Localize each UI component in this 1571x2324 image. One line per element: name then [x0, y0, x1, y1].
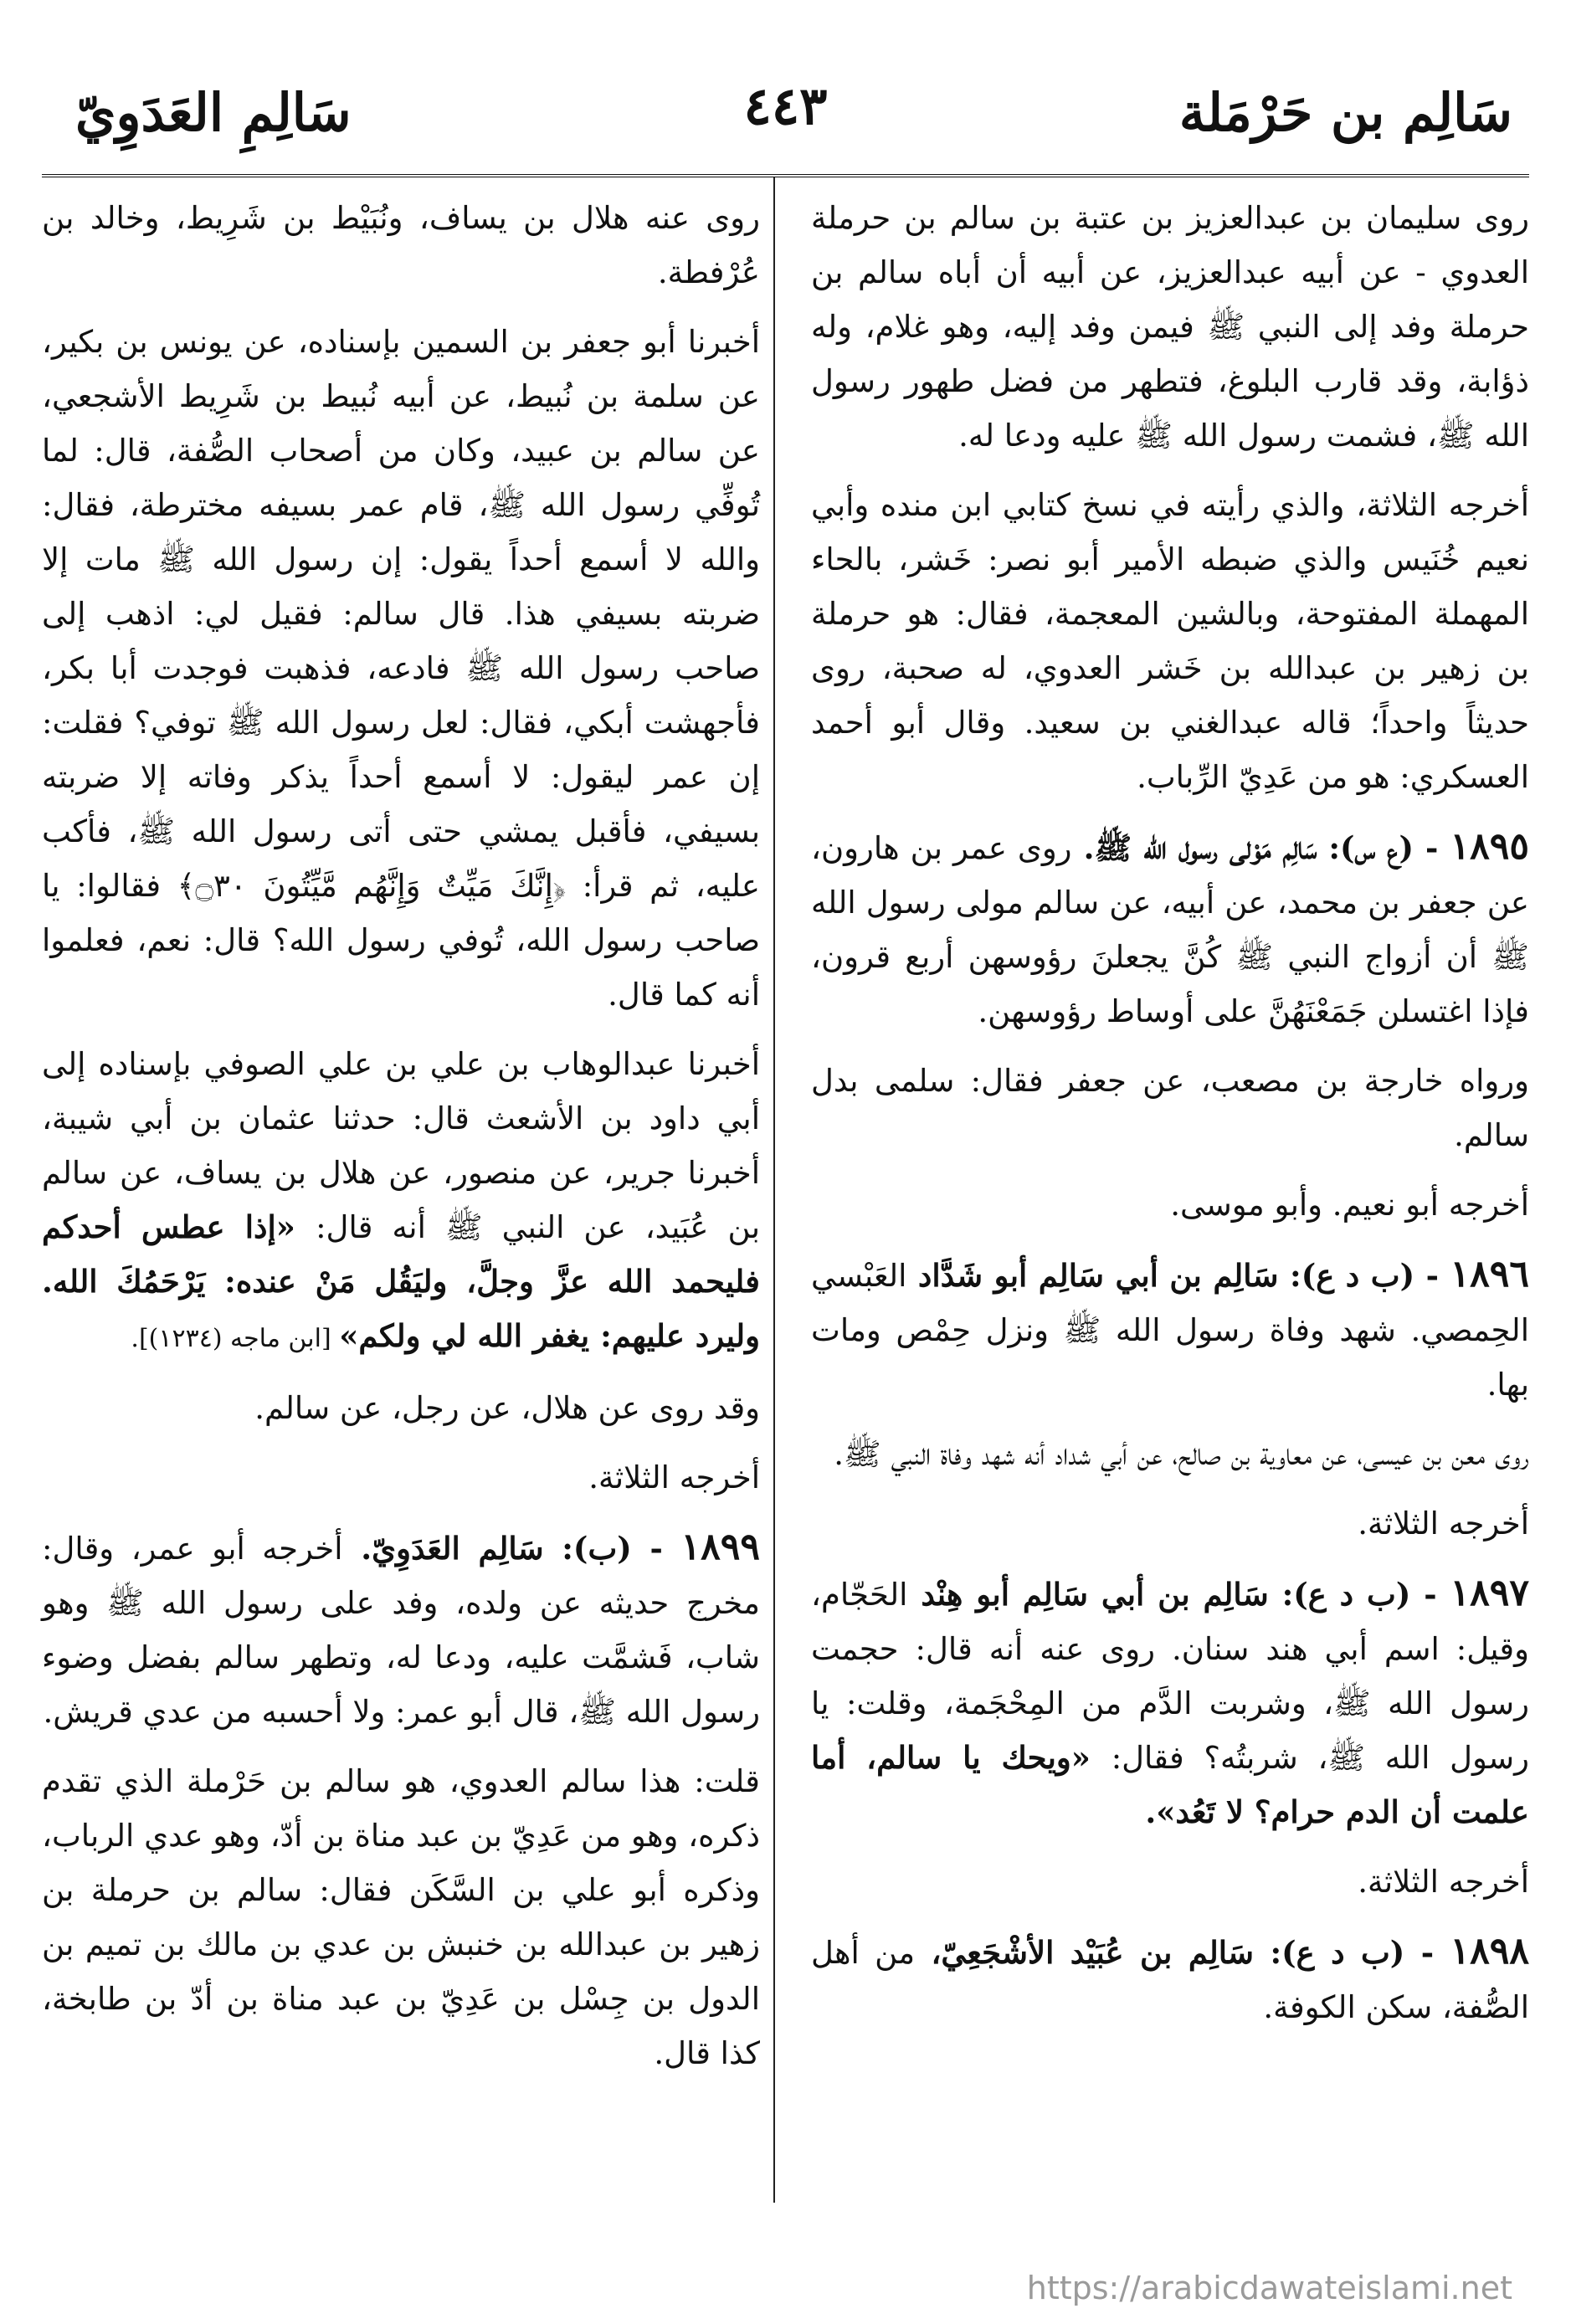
entry-heading: - (ب د ع): سَالِم بن عُبَيْد الأشْجَعِيّ، [915, 1934, 1450, 1971]
paragraph [811, 478, 1529, 804]
entry-paragraph [811, 1566, 1529, 1839]
running-head-left: سَالِمِ العَدَوِيّ [75, 82, 352, 143]
paragraph-text: روى عنه هلال بن يساف، ونُبَيْط بن شَرِيط، وخالد بن عُرْفطة. [42, 200, 760, 290]
paragraph [42, 1037, 760, 1366]
watermark-url: https://arabicdawateislami.net [1026, 2270, 1512, 2306]
header-rule [42, 174, 1529, 177]
paragraph-text: وقد روى عن هلال، عن رجل، عن سالم. [254, 1390, 760, 1426]
paragraph [811, 1496, 1529, 1551]
paragraph [811, 1054, 1529, 1162]
paragraph [811, 1427, 1529, 1481]
paragraph-text: أخرجه الثلاثة. [1358, 1864, 1529, 1900]
entry-heading: - (ب د ع): سَالِم بن أبي سَالِم أبو هِنْد [907, 1576, 1450, 1613]
entry-number: ١٨٩٧ [1450, 1572, 1529, 1614]
paragraph-text: أخرجه أبو نعيم. وأبو موسى. [1170, 1187, 1529, 1223]
entry-heading: - (ب د ع): سَالِم بن أبي سَالِم أبو شَدَّاد [906, 1257, 1450, 1294]
paragraph [811, 1177, 1529, 1232]
paragraph [42, 315, 760, 1022]
paragraph-text: أخرجه الثلاثة. [1358, 1506, 1529, 1542]
paragraph-text: روى معن بن عيسى، عن معاوية بن صالح، عن أبي شداد أنه شهد وفاة النبي ﷺ. [834, 1436, 1529, 1472]
running-head-right: سَالِم بن حَرْمَلة [1178, 82, 1512, 143]
paragraph-text: الحَجّام، وقيل: اسم أبي هند سنان. روى عنه أنه قال: حجمت رسول الله ﷺ، وشربت الدَّم من المِحْجَمة، وقلت: يا رسول الله ﷺ، شربتُه؟ فقال: [811, 1577, 1529, 1776]
paragraph-text: أخرجه الثلاثة. [588, 1460, 760, 1495]
entry-paragraph [811, 1247, 1529, 1412]
entry-paragraph [42, 1520, 760, 1739]
paragraph-text: أخبرنا أبو جعفر بن السمين بإسناده، عن يونس بن بكير، عن سلمة بن نُبيط، عن أبيه نُبيط بن شَرِيط الأشجعي، عن سالم بن عبيد، وكان من أصحاب الصُّفة، قال: لما تُوفِّي رسول الله ﷺ، قام عمر بسيفه مخترطة، فقال: والله لا أسمع أحداً يقول: إن رسول الله ﷺ مات إلا ضربته بسيفي هذا. قال سالم: فقيل لي: اذهب إلى صاحب رسول الله ﷺ فادعه، فذهبت فوجدت أبا بكر، فأجهشت أبكي، فقال: لعل رسول الله ﷺ توفي؟ فقلت: إن عمر ليقول: لا أسمع أحداً يذكر وفاته إلا ضربته بسيفي، فأقبل يمشي حتى أتى رسول الله ﷺ، فأكب عليه، ثم قرأ: ﴿إِنَّكَ مَيِّتٌ وَإِنَّهُم مَّيِّتُونَ ۝٣٠﴾ فقالوا: يا صاحب رسول الله، تُوفي رسول الله؟ قال: نعم، فعلموا أنه كما قال. [42, 324, 760, 1013]
entry-number: ١٨٩٨ [1450, 1930, 1529, 1973]
paragraph [42, 1450, 760, 1505]
entry-heading: - (ب): سَالِم العَدَوِيّ. [342, 1530, 681, 1567]
paragraph-text: قلت: هذا سالم العدوي، هو سالم بن حَرْملة الذي تقدم ذكره، وهو من عَدِيّ بن عبد مناة بن أدّ، وهو عدي الرباب، وذكره أبو علي بن السَّكَن فقال: سالم بن حرملة بن زهير بن عبدالله بن خنبش بن عدي بن مالك بن تميم بن الدول بن جِسْل بن عَدِيّ بن عبد مناة بن أدّ بن طابخة، كذا قال. [42, 1763, 760, 2071]
paragraph [811, 1855, 1529, 1909]
entry-number: ١٨٩٥ [1450, 825, 1529, 868]
column-divider [773, 177, 775, 2203]
hadith-quote: «ويحك يا سالم، أما علمت أن الدم حرام؟ لا تَعُد». [811, 1739, 1529, 1830]
hadith-quote: «إذا عطس أحدكم فليحمد الله عزَّ وجلَّ، وليَقُل مَنْ عنده: يَرْحَمُكَ الله. وليرد عليهم: يغفر الله لي ولكم» [42, 1208, 760, 1354]
paragraph-text: ورواه خارجة بن مصعب، عن جعفر فقال: سلمى بدل سالم. [811, 1063, 1529, 1153]
right-column [811, 191, 1529, 2050]
paragraph [42, 1381, 760, 1435]
entry-number: ١٨٩٩ [680, 1526, 760, 1568]
entry-heading: - (ع س): سَالِم مَوْلى رسول الله ﷺ. [1071, 829, 1450, 866]
paragraph [811, 191, 1529, 463]
source-reference: [ابن ماجه (١٢٣٤)]. [131, 1324, 340, 1353]
paragraph-text: روى عمر بن هارون، عن جعفر بن محمد، عن أبيه، عن سالم مولى رسول الله ﷺ أن أزواج النبي ﷺ كُنَّ يجعلنَ رؤوسهن أربع قرون، فإذا اغتسلن جَمَعْنَهُنَّ على أوساط رؤوسهن. [811, 830, 1529, 1029]
paragraph-text: من أهل الصُّفة، سكن الكوفة. [811, 1935, 1529, 2025]
paragraph-text: روى سليمان بن عبدالعزيز بن عتبة بن سالم بن حرملة العدوي - عن أبيه عبدالعزيز، عن أبيه أن أباه سالم بن حرملة وفد إلى النبي ﷺ فيمن وفد إليه، وهو غلام، وله ذؤابة، وقد قارب البلوغ، فتطهر من فضل طهور رسول الله ﷺ، فشمت رسول الله ﷺ عليه ودعا له. [811, 200, 1529, 454]
paragraph-text: أخبرنا عبدالوهاب بن علي بن علي الصوفي بإسناده إلى أبي داود بن الأشعث قال: حدثنا عثمان بن أبي شيبة، أخبرنا جرير، عن منصور، عن هلال بن يساف، عن سالم بن عُبَيد، عن النبي ﷺ أنه قال: [42, 1046, 761, 1245]
page-number: ٤٤٣ [743, 75, 828, 136]
entry-paragraph [811, 1924, 1529, 2034]
paragraph-text: العَبْسي الحِمصي. شهد وفاة رسول الله ﷺ ونزل حِمْص ومات بها. [811, 1258, 1529, 1403]
left-column [42, 191, 760, 2096]
entry-paragraph [811, 819, 1529, 1039]
page-header [42, 67, 1529, 159]
paragraph [42, 191, 760, 300]
paragraph-text: أخرجه أبو عمر، وقال: مخرج حديثه عن ولده، وفد على رسول الله ﷺ وهو شاب، فَشمَّت عليه، ودعا له، وتطهر سالم بفضل وضوء رسول الله ﷺ، قال أبو عمر: ولا أحسبه من عدي قريش. [42, 1531, 760, 1730]
paragraph [42, 1754, 760, 2080]
entry-number: ١٨٩٦ [1450, 1253, 1529, 1295]
paragraph-text: أخرجه الثلاثة، والذي رأيته في نسخ كتابي ابن منده وأبي نعيم خُنَيس والذي ضبطه الأمير أبو نصر: خَشر، بالحاء المهملة المفتوحة، وبالشين المعجمة، فقال: هو حرملة بن زهير بن عبدالله بن خَشر العدوي، له صحبة، روى حديثاً واحداً؛ قاله عبدالغني بن سعيد. وقال أبو أحمد العسكري: هو من عَدِيّ الرِّباب. [811, 487, 1529, 795]
